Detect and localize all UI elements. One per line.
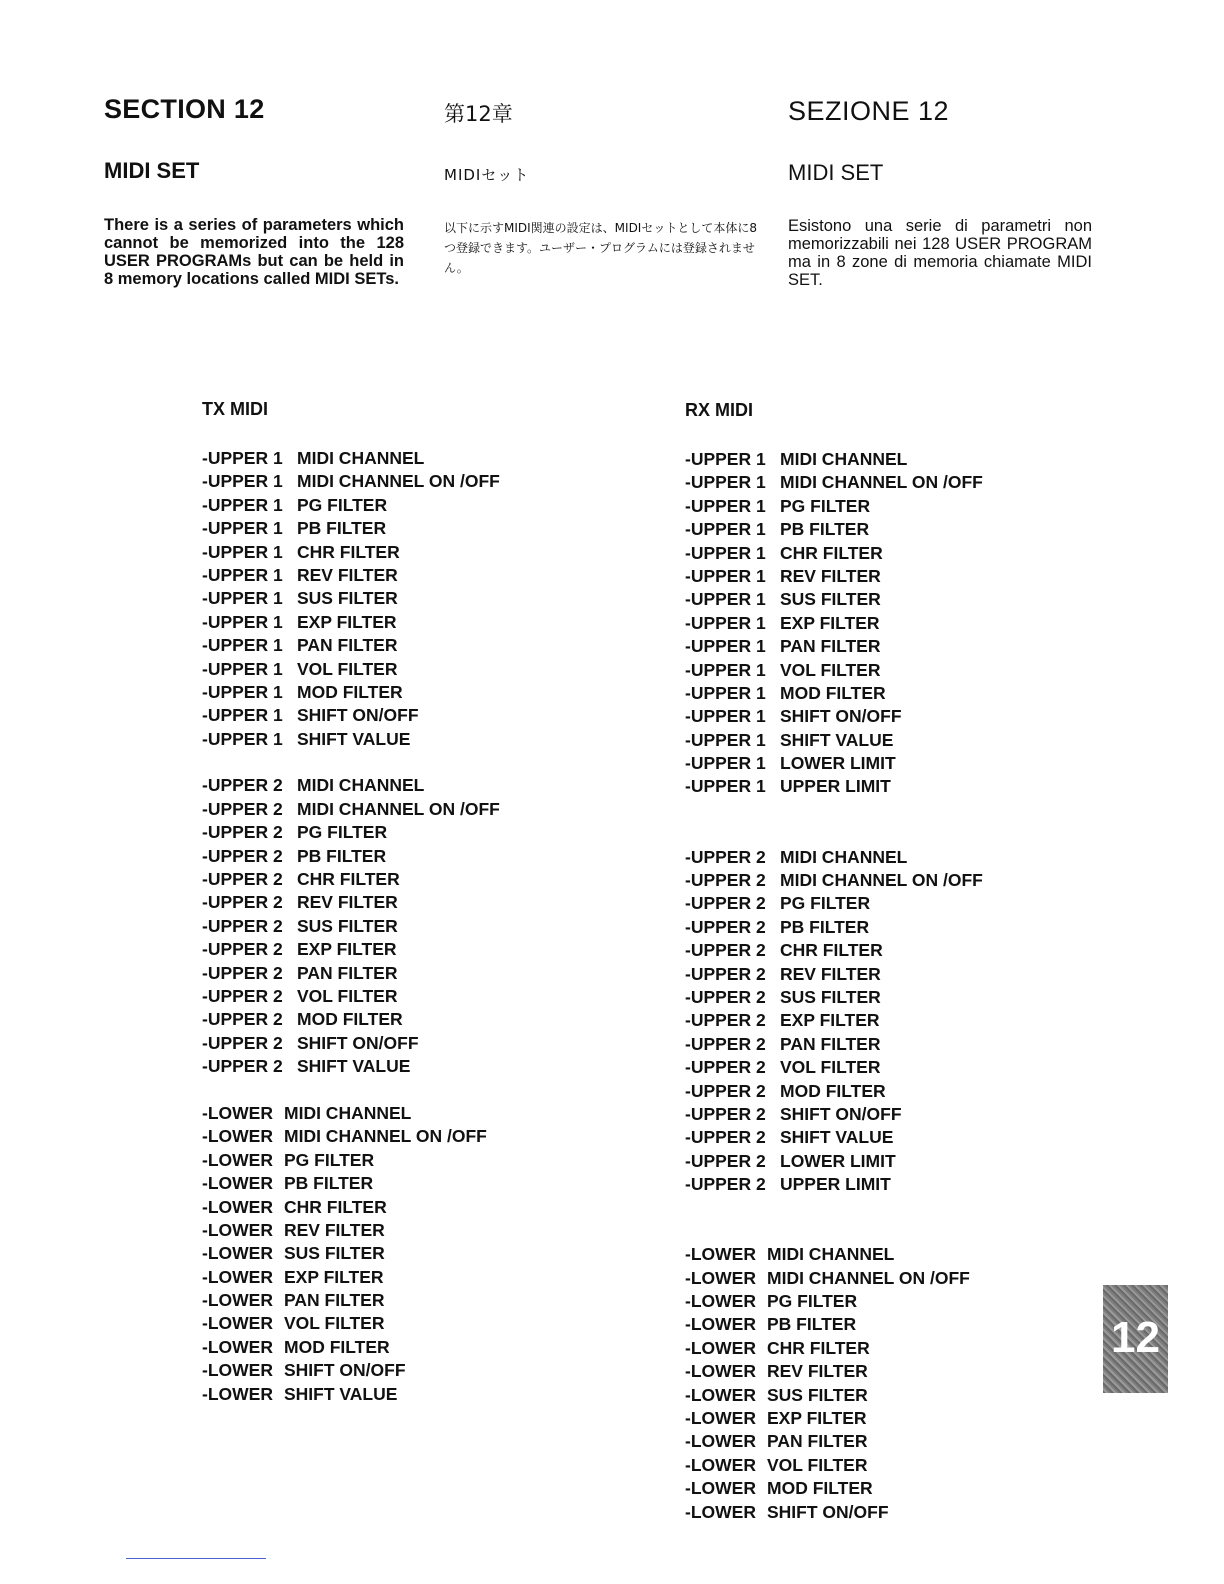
part-prefix: -UPPER 2 — [202, 1056, 283, 1077]
part-prefix: -UPPER 1 — [685, 519, 766, 540]
parameter-row — [685, 565, 983, 588]
parameter-name: EXP FILTER — [780, 1010, 880, 1031]
part-prefix: -LOWER — [202, 1290, 273, 1311]
parameter-name: PG FILTER — [767, 1291, 858, 1312]
part-prefix: -UPPER 2 — [685, 1010, 766, 1031]
parameter-name: PG FILTER — [780, 893, 871, 914]
parameter-name: SHIFT ON/OFF — [767, 1501, 889, 1522]
parameter-name: CHR FILTER — [297, 541, 400, 562]
parameter-name: MIDI CHANNEL — [284, 1102, 412, 1123]
part-prefix: -UPPER 1 — [685, 682, 766, 703]
part-prefix: -LOWER — [685, 1267, 756, 1288]
parameter-row — [202, 938, 500, 961]
part-prefix: -UPPER 1 — [685, 659, 766, 680]
parameter-name: PB FILTER — [780, 916, 870, 937]
rx-midi-column — [685, 400, 983, 1547]
parameter-row — [685, 916, 983, 939]
parameter-name: MIDI CHANNEL — [297, 448, 425, 468]
part-prefix: -UPPER 1 — [685, 636, 766, 657]
parameter-row — [202, 1336, 500, 1359]
parameter-name: SUS FILTER — [297, 915, 398, 936]
part-prefix: -UPPER 2 — [202, 985, 283, 1006]
part-prefix: -UPPER 2 — [685, 893, 766, 914]
tx-midi-column — [202, 399, 500, 1429]
parameter-name: MOD FILTER — [767, 1478, 873, 1499]
parameter-name: SHIFT VALUE — [284, 1383, 398, 1404]
parameter-name: REV FILTER — [767, 1361, 868, 1382]
parameter-name: UPPER LIMIT — [780, 776, 891, 797]
parameter-row — [685, 1290, 983, 1313]
parameter-row — [202, 1125, 500, 1148]
parameter-name: EXP FILTER — [284, 1266, 384, 1287]
part-prefix: -UPPER 2 — [685, 1057, 766, 1078]
parameter-name: UPPER LIMIT — [780, 1174, 891, 1195]
parameter-row — [685, 775, 983, 798]
parameter-name: CHR FILTER — [767, 1337, 870, 1358]
parameter-name: PG FILTER — [297, 494, 388, 515]
part-prefix: -UPPER 1 — [685, 776, 766, 797]
parameter-row — [202, 1289, 500, 1312]
parameter-name: MIDI CHANNEL ON /OFF — [780, 472, 983, 493]
parameter-name: PB FILTER — [297, 518, 387, 539]
parameter-name: PAN FILTER — [780, 636, 881, 657]
parameter-row — [685, 892, 983, 915]
part-prefix: -UPPER 1 — [685, 706, 766, 727]
part-prefix: -LOWER — [685, 1431, 756, 1452]
tx-lower-group — [202, 1102, 500, 1406]
parameter-row — [685, 612, 983, 635]
parameter-name: SHIFT ON/OFF — [780, 706, 902, 727]
parameter-row — [685, 1056, 983, 1079]
parameter-row — [202, 845, 500, 868]
parameter-row — [202, 1383, 500, 1406]
parameter-row — [202, 868, 500, 891]
parameter-row — [685, 1173, 983, 1196]
parameter-row — [202, 447, 500, 470]
part-prefix: -UPPER 2 — [202, 1009, 283, 1030]
part-prefix: -LOWER — [202, 1313, 273, 1334]
parameter-row — [202, 681, 500, 704]
part-prefix: -UPPER 2 — [685, 1127, 766, 1148]
parameter-name: MOD FILTER — [284, 1336, 390, 1357]
part-prefix: -UPPER 2 — [202, 1032, 283, 1053]
footer-rule — [126, 1558, 266, 1559]
part-prefix: -UPPER 2 — [685, 846, 766, 867]
parameter-row — [202, 1032, 500, 1055]
part-prefix: -UPPER 1 — [202, 728, 283, 749]
part-prefix: -UPPER 2 — [685, 916, 766, 937]
part-prefix: -UPPER 2 — [202, 775, 283, 796]
parameter-name: MIDI CHANNEL ON /OFF — [780, 870, 983, 891]
part-prefix: -UPPER 1 — [202, 705, 283, 726]
parameter-row — [685, 1080, 983, 1103]
parameter-row — [202, 470, 500, 493]
parameter-row — [685, 471, 983, 494]
parameter-name: PB FILTER — [767, 1314, 857, 1335]
parameter-name: SUS FILTER — [767, 1384, 868, 1405]
part-prefix: -UPPER 1 — [202, 518, 283, 539]
part-prefix: -UPPER 2 — [685, 870, 766, 891]
parameter-name: VOL FILTER — [767, 1454, 868, 1475]
parameter-row — [202, 634, 500, 657]
parameter-name: SHIFT ON/OFF — [297, 705, 419, 726]
parameter-name: VOL FILTER — [297, 985, 398, 1006]
part-prefix: -UPPER 1 — [202, 588, 283, 609]
parameter-name: EXP FILTER — [297, 611, 397, 632]
parameter-name: MOD FILTER — [780, 682, 886, 703]
parameter-row — [202, 915, 500, 938]
parameter-row — [202, 1242, 500, 1265]
parameter-name: CHR FILTER — [297, 869, 400, 890]
part-prefix: -UPPER 1 — [202, 471, 283, 492]
part-prefix: -UPPER 1 — [202, 681, 283, 702]
parameter-name: MIDI CHANNEL — [780, 449, 908, 469]
parameter-row — [685, 1337, 983, 1360]
part-prefix: -LOWER — [202, 1383, 273, 1404]
parameter-name: MOD FILTER — [780, 1080, 886, 1101]
part-prefix: -UPPER 2 — [202, 845, 283, 866]
part-prefix: -UPPER 1 — [202, 541, 283, 562]
part-prefix: -UPPER 2 — [202, 822, 283, 843]
part-prefix: -UPPER 1 — [685, 729, 766, 750]
part-prefix: -LOWER — [202, 1266, 273, 1287]
part-prefix: -UPPER 1 — [685, 495, 766, 516]
part-prefix: -UPPER 2 — [685, 1033, 766, 1054]
intro-it: Esistono una serie di parametri non memorizzabili nei 128 USER PROGRAM ma in 8 zone di memoria chiamate MIDI SET. — [788, 217, 1092, 289]
parameter-row — [202, 541, 500, 564]
part-prefix: -LOWER — [685, 1314, 756, 1335]
title-en: MIDI SET — [104, 158, 200, 183]
part-prefix: -UPPER 1 — [202, 494, 283, 515]
parameter-row — [685, 588, 983, 611]
part-prefix: -LOWER — [685, 1337, 756, 1358]
part-prefix: -LOWER — [202, 1336, 273, 1357]
parameter-row — [685, 846, 983, 869]
parameter-row — [685, 869, 983, 892]
parameter-row — [202, 821, 500, 844]
parameter-row — [685, 1454, 983, 1477]
part-prefix: -UPPER 2 — [202, 798, 283, 819]
part-prefix: -UPPER 2 — [685, 1150, 766, 1171]
tx-midi-title: TX MIDI — [202, 399, 268, 419]
parameter-name: SHIFT VALUE — [780, 729, 894, 750]
parameter-name: PG FILTER — [284, 1149, 375, 1170]
parameter-row — [202, 704, 500, 727]
parameter-row — [685, 1430, 983, 1453]
rx-upper2-group — [685, 846, 983, 1197]
parameter-name: VOL FILTER — [780, 1057, 881, 1078]
parameter-row — [202, 962, 500, 985]
parameter-name: MIDI CHANNEL ON /OFF — [297, 798, 500, 819]
parameter-row — [685, 1126, 983, 1149]
parameter-name: CHR FILTER — [780, 542, 883, 563]
part-prefix: -UPPER 2 — [685, 1174, 766, 1195]
parameter-name: PAN FILTER — [780, 1033, 881, 1054]
rx-lower-group — [685, 1243, 983, 1524]
parameter-row — [202, 1149, 500, 1172]
parameter-name: PG FILTER — [780, 495, 871, 516]
parameter-name: VOL FILTER — [297, 658, 398, 679]
parameter-row — [202, 798, 500, 821]
part-prefix: -UPPER 2 — [202, 892, 283, 913]
parameter-name: REV FILTER — [780, 565, 881, 586]
part-prefix: -LOWER — [202, 1243, 273, 1264]
parameter-row — [685, 705, 983, 728]
part-prefix: -UPPER 1 — [685, 753, 766, 774]
part-prefix: -LOWER — [685, 1361, 756, 1382]
part-prefix: -UPPER 1 — [202, 611, 283, 632]
parameter-row — [202, 1196, 500, 1219]
parameter-row — [202, 774, 500, 797]
part-prefix: -UPPER 2 — [202, 939, 283, 960]
part-prefix: -UPPER 2 — [202, 915, 283, 936]
parameter-name: LOWER LIMIT — [780, 753, 896, 774]
tx-upper1-group — [202, 447, 500, 751]
parameter-name: MIDI CHANNEL ON /OFF — [767, 1267, 970, 1288]
parameter-row — [202, 1266, 500, 1289]
parameter-row — [685, 1103, 983, 1126]
parameter-name: REV FILTER — [297, 564, 398, 585]
part-prefix: -LOWER — [202, 1196, 273, 1217]
parameter-name: CHR FILTER — [780, 940, 883, 961]
parameter-name: PB FILTER — [780, 519, 870, 540]
chapter-tab-label: 12 — [1111, 1313, 1160, 1362]
parameter-row — [685, 635, 983, 658]
parameter-name: EXP FILTER — [767, 1408, 867, 1429]
parameter-name: PAN FILTER — [297, 635, 398, 656]
part-prefix: -UPPER 2 — [685, 1103, 766, 1124]
parameter-row — [202, 891, 500, 914]
part-prefix: -LOWER — [685, 1291, 756, 1312]
parameter-row — [202, 1008, 500, 1031]
rx-upper1-group — [685, 448, 983, 799]
parameter-row — [685, 542, 983, 565]
rx-midi-title: RX MIDI — [685, 400, 754, 420]
part-prefix: -UPPER 1 — [685, 589, 766, 610]
parameter-row — [685, 1150, 983, 1173]
parameter-name: SUS FILTER — [284, 1243, 385, 1264]
part-prefix: -LOWER — [202, 1126, 273, 1147]
parameter-row — [202, 564, 500, 587]
chapter-tab — [1103, 1285, 1168, 1393]
parameter-name: PG FILTER — [297, 822, 388, 843]
parameter-name: PAN FILTER — [284, 1290, 385, 1311]
part-prefix: -UPPER 2 — [685, 1080, 766, 1101]
intro-jp: 以下に示すMIDI関連の設定は、MIDIセットとして本体に8つ登録できます。ユーザー・プログラムには登録されません。 — [444, 221, 757, 275]
parameter-name: MIDI CHANNEL — [780, 846, 908, 867]
parameter-row — [685, 1360, 983, 1383]
parameter-row — [685, 752, 983, 775]
part-prefix: -LOWER — [685, 1454, 756, 1475]
part-prefix: -UPPER 1 — [685, 472, 766, 493]
parameter-name: MIDI CHANNEL — [297, 775, 425, 796]
parameter-row — [202, 587, 500, 610]
parameter-name: SUS FILTER — [780, 589, 881, 610]
parameter-row — [685, 1243, 983, 1266]
parameter-row — [685, 1267, 983, 1290]
parameter-row — [202, 1359, 500, 1382]
parameter-name: SHIFT VALUE — [297, 1056, 411, 1077]
parameter-name: REV FILTER — [297, 892, 398, 913]
parameter-name: MOD FILTER — [297, 681, 403, 702]
parameter-name: PAN FILTER — [767, 1431, 868, 1452]
parameter-name: MIDI CHANNEL — [767, 1244, 895, 1265]
parameter-row — [202, 1102, 500, 1125]
parameter-name: SUS FILTER — [780, 987, 881, 1007]
part-prefix: -LOWER — [685, 1244, 756, 1265]
parameter-row — [202, 985, 500, 1008]
part-prefix: -UPPER 1 — [685, 449, 766, 469]
parameter-name: SUS FILTER — [297, 588, 398, 609]
parameter-row — [202, 517, 500, 540]
part-prefix: -UPPER 1 — [685, 565, 766, 586]
part-prefix: -UPPER 1 — [202, 635, 283, 656]
parameter-row — [685, 1407, 983, 1430]
parameter-row — [202, 611, 500, 634]
part-prefix: -LOWER — [202, 1102, 273, 1123]
part-prefix: -UPPER 2 — [685, 940, 766, 961]
part-prefix: -UPPER 1 — [685, 612, 766, 633]
section-heading-jp: 第12章 — [444, 102, 513, 126]
parameter-row — [685, 682, 983, 705]
section-heading-it: SEZIONE 12 — [788, 96, 950, 126]
part-prefix: -LOWER — [202, 1149, 273, 1170]
section-heading-en: SECTION 12 — [104, 94, 265, 124]
parameter-row — [685, 986, 983, 1009]
title-jp: MIDIセット — [444, 166, 530, 184]
parameter-row — [685, 1384, 983, 1407]
parameter-name: SHIFT VALUE — [297, 728, 411, 749]
parameter-name: EXP FILTER — [297, 939, 397, 960]
parameter-row — [685, 659, 983, 682]
parameter-name: SHIFT ON/OFF — [297, 1032, 419, 1053]
parameter-row — [202, 494, 500, 517]
part-prefix: -UPPER 1 — [202, 658, 283, 679]
parameter-row — [685, 1313, 983, 1336]
parameter-name: EXP FILTER — [780, 612, 880, 633]
parameter-name: CHR FILTER — [284, 1196, 387, 1217]
parameter-row — [202, 1219, 500, 1242]
parameter-row — [685, 1477, 983, 1500]
parameter-name: SHIFT ON/OFF — [284, 1360, 406, 1381]
parameter-name: MIDI CHANNEL ON /OFF — [284, 1126, 487, 1147]
parameter-row — [685, 729, 983, 752]
part-prefix: -LOWER — [685, 1478, 756, 1499]
parameter-row — [202, 728, 500, 751]
parameter-name: SHIFT ON/OFF — [780, 1103, 902, 1124]
part-prefix: -UPPER 1 — [685, 542, 766, 563]
parameter-name: VOL FILTER — [780, 659, 881, 680]
parameter-row — [685, 448, 983, 471]
parameter-row — [685, 518, 983, 541]
parameter-name: SHIFT VALUE — [780, 1127, 894, 1148]
parameter-row — [685, 1033, 983, 1056]
part-prefix: -UPPER 2 — [685, 963, 766, 984]
part-prefix: -LOWER — [202, 1173, 273, 1194]
part-prefix: -LOWER — [685, 1501, 756, 1522]
parameter-row — [685, 1009, 983, 1032]
parameter-row — [685, 495, 983, 518]
parameter-name: LOWER LIMIT — [780, 1150, 896, 1171]
parameter-row — [685, 939, 983, 962]
part-prefix: -UPPER 1 — [202, 564, 283, 585]
tx-upper2-group — [202, 774, 500, 1078]
parameter-name: VOL FILTER — [284, 1313, 385, 1334]
part-prefix: -UPPER 2 — [202, 962, 283, 983]
parameter-row — [685, 1501, 983, 1524]
part-prefix: -LOWER — [202, 1219, 273, 1240]
parameter-name: REV FILTER — [780, 963, 881, 984]
part-prefix: -UPPER 2 — [202, 869, 283, 890]
intro-en: There is a series of parameters which cannot be memorized into the 128 USER PROGRAMs but can be held in 8 memory locations called MIDI SETs. — [104, 216, 404, 288]
parameter-name: PB FILTER — [297, 845, 387, 866]
parameter-row — [202, 658, 500, 681]
part-prefix: -UPPER 2 — [685, 987, 766, 1007]
part-prefix: -LOWER — [202, 1360, 273, 1381]
parameter-name: MIDI CHANNEL ON /OFF — [297, 471, 500, 492]
parameter-name: MOD FILTER — [297, 1009, 403, 1030]
part-prefix: -UPPER 1 — [202, 448, 283, 468]
parameter-name: REV FILTER — [284, 1219, 385, 1240]
parameter-row — [202, 1172, 500, 1195]
title-it: MIDI SET — [788, 160, 884, 185]
parameter-row — [202, 1055, 500, 1078]
part-prefix: -LOWER — [685, 1384, 756, 1405]
parameter-name: PB FILTER — [284, 1173, 374, 1194]
parameter-row — [202, 1312, 500, 1335]
parameter-name: PAN FILTER — [297, 962, 398, 983]
part-prefix: -LOWER — [685, 1408, 756, 1429]
parameter-row — [685, 963, 983, 986]
